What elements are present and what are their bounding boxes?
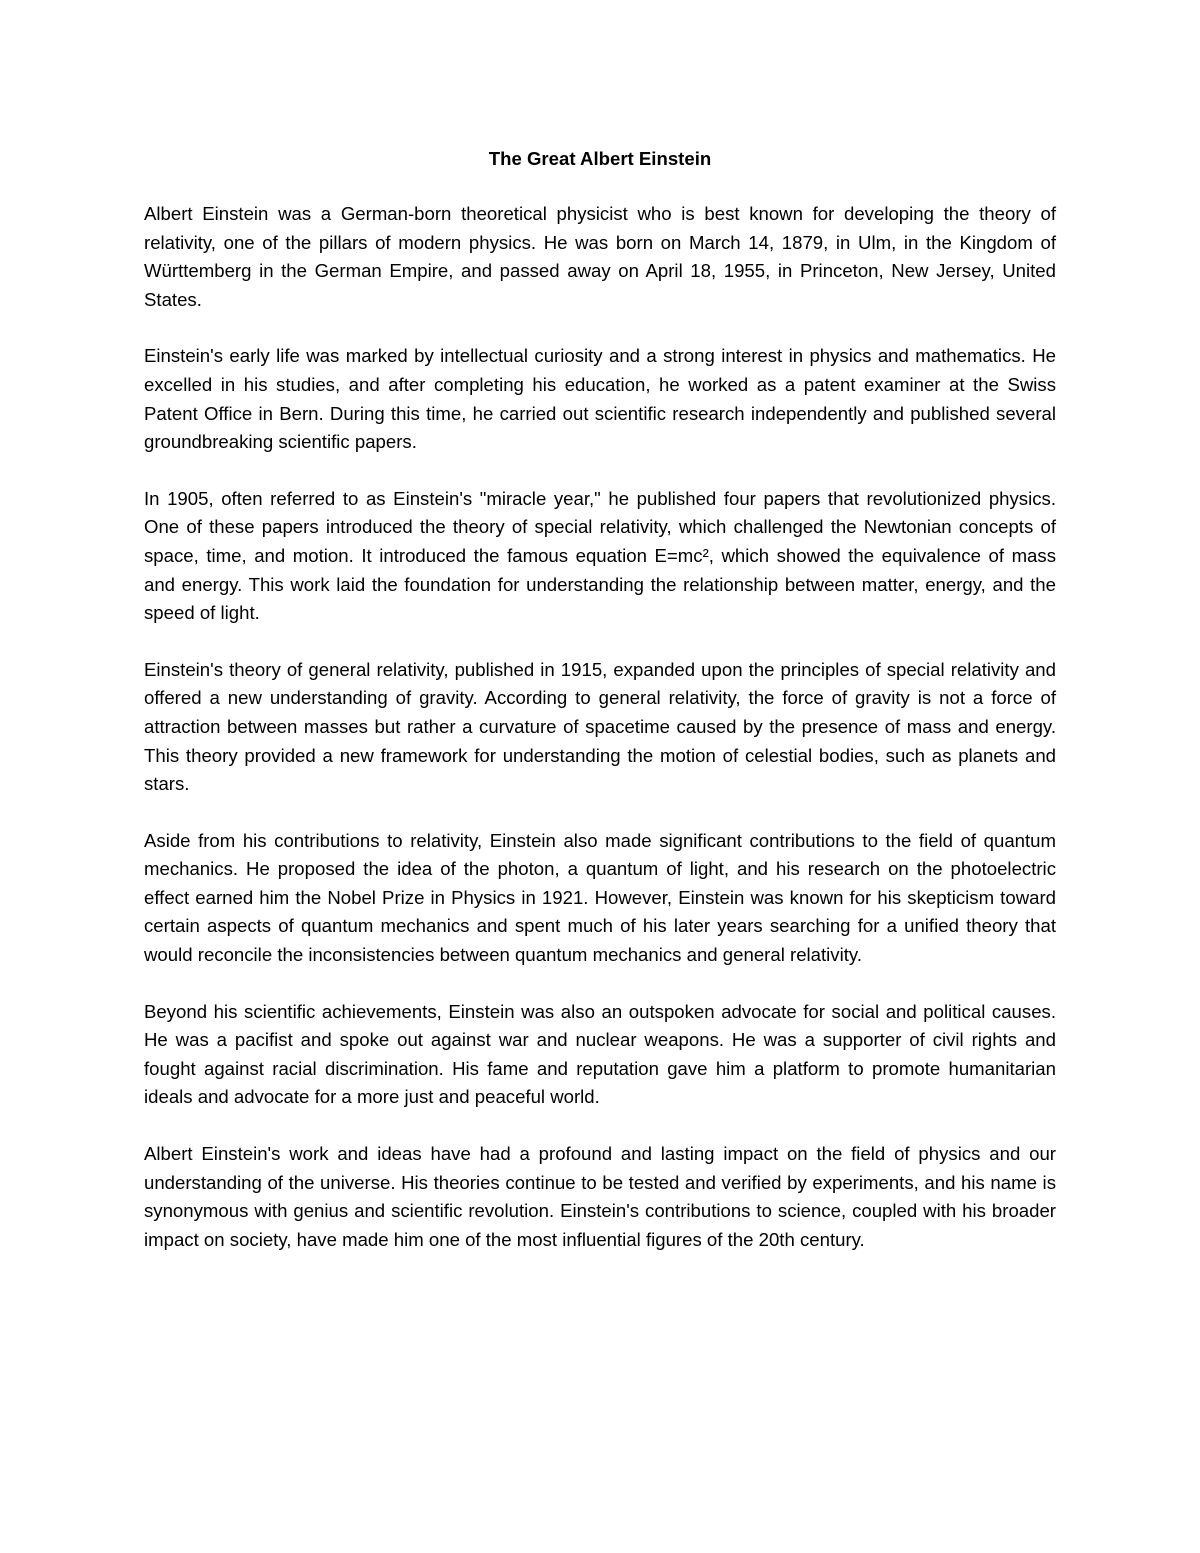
paragraph-intro: Albert Einstein was a German-born theoretical physicist who is best known for developing the theory of relativity, one of the pillars of modern physics. He was born on March 14, 1879, in Ulm, in the Kingdom of Württemberg in the German Empire, and passed away on April 18, 1955, in Princeton, New Jersey, United States. <box>144 203 1056 310</box>
paragraph-early-life: Einstein's early life was marked by intellectual curiosity and a strong interest in physics and mathematics. He excelled in his studies, and after completing his education, he worked as a patent examiner at the Swiss Patent Office in Bern. During this time, he carried out scientific research independently and published several groundbreaking scientific papers. <box>144 345 1056 453</box>
document-body <box>144 145 1056 1282</box>
paragraph-general-relativity: Einstein's theory of general relativity, published in 1915, expanded upon the principles of special relativity and offered a new understanding of gravity. According to general relativity, the force of gravity is not a force of attraction between masses but rather a curvature of spacetime caused by the presence of mass and energy. This theory provided a new framework for understanding the motion of celestial bodies, such as planets and stars. <box>144 658 1056 795</box>
paragraph-quantum-mechanics: Aside from his contributions to relativity, Einstein also made significant contributions to the field of quantum mechanics. He proposed the idea of the photon, a quantum of light, and his research on the photoelectric effect earned him the Nobel Prize in Physics in 1921. However, Einstein was known for his skepticism toward certain aspects of quantum mechanics and spent much of his later years searching for a unified theory that would reconcile the inconsistencies between quantum mechanics and general relativity. <box>144 829 1056 966</box>
paragraph-advocacy: Beyond his scientific achievements, Einstein was also an outspoken advocate for social and political causes. He was a pacifist and spoke out against war and nuclear weapons. He was a supporter of civil rights and fought against racial discrimination. His fame and reputation gave him a platform to promote humanitarian ideals and advocate for a more just and peaceful world. <box>144 1000 1056 1108</box>
paragraph-legacy: Albert Einstein's work and ideas have had a profound and lasting impact on the field of physics and our understanding of the universe. His theories continue to be tested and verified by experiments, and his name is synonymous with genius and scientific revolution. Einstein's contributions to science, coupled with his broader impact on society, have made him one of the most influential figures of the 20th century. <box>144 1143 1056 1250</box>
paragraph-miracle-year: In 1905, often referred to as Einstein's "miracle year," he published four papers that revolutionized physics. One of these papers introduced the theory of special relativity, which challenged the Newtonian concepts of space, time, and motion. It introduced the famous equation E=mc², which showed the equivalence of mass and energy. This work laid the foundation for understanding the relationship between matter, energy, and the speed of light. <box>144 487 1056 624</box>
document-title: The Great Albert Einstein <box>488 148 712 169</box>
